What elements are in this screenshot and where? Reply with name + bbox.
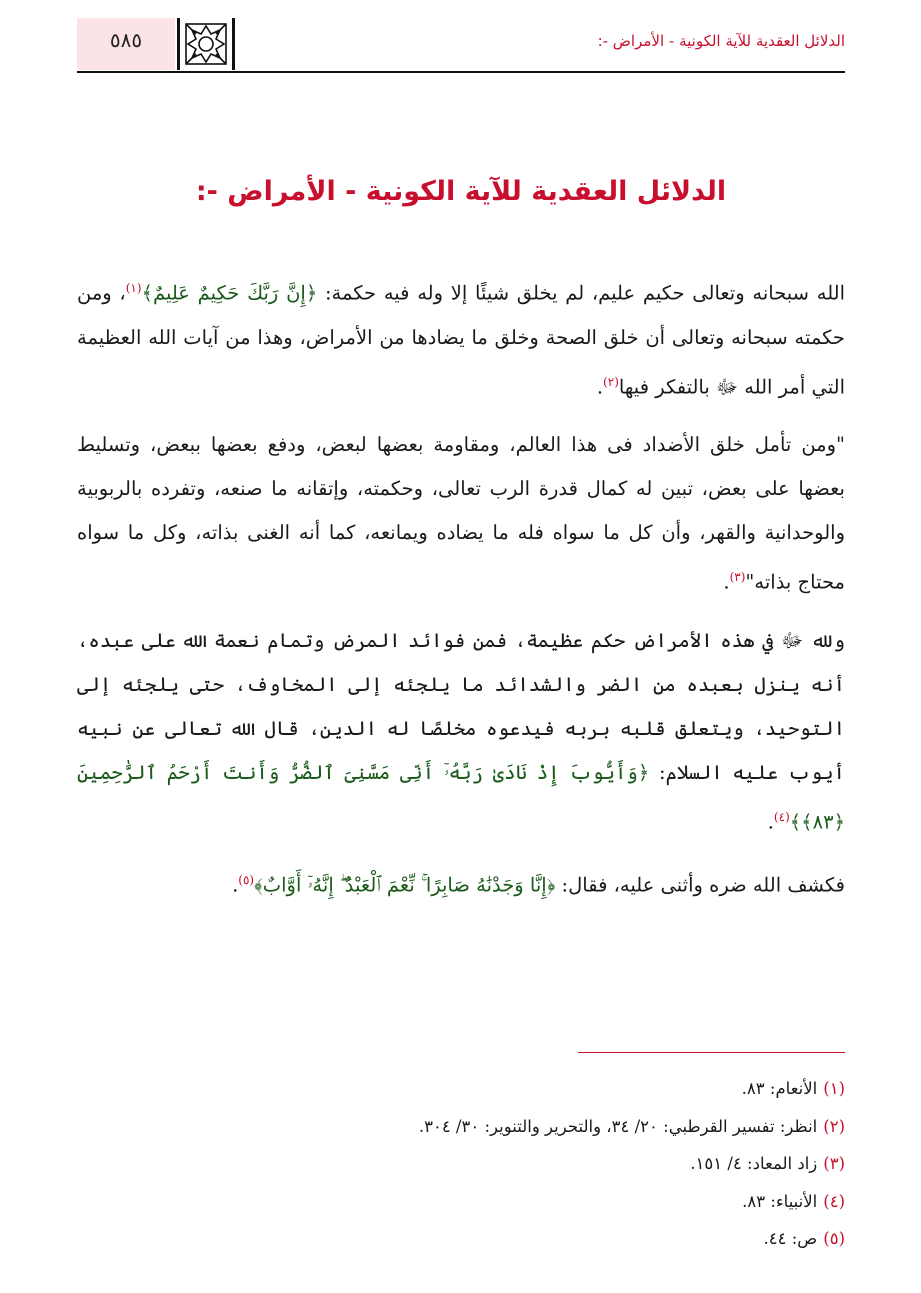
footnote-ref[interactable]: (٤): [773, 809, 790, 824]
paragraph-3: [77, 619, 845, 845]
geometric-star-ornament-icon: [177, 18, 235, 70]
footnote-ref[interactable]: (٥): [238, 873, 255, 887]
running-title: الدلائل العقدية للآية الكونية - الأمراض -:: [597, 32, 845, 50]
paragraph-end: .: [232, 873, 239, 897]
footnote-item: [77, 1070, 845, 1108]
footnote-number: (١): [823, 1079, 845, 1098]
footnote-text: زاد المعاد: ٤/ ١٥١.: [690, 1154, 818, 1173]
footnote-ref[interactable]: (١): [125, 281, 142, 295]
page-number-box: [77, 18, 175, 70]
footnote-number: (٣): [823, 1154, 845, 1173]
quran-verse: ﴿إِنَّ رَبَّكَ حَكِيمٌ عَلِيمٌ﴾: [141, 281, 318, 305]
quran-verse: ﴿إِنَّا وَجَدْنَٰهُ صَابِرًا ۚ نِّعْمَ ٱلْعَبْدُ ۖ إِنَّهُۥٓ أَوَّابٌ﴾: [254, 873, 556, 897]
header-rule: [77, 71, 845, 73]
paragraph-end: .: [723, 570, 730, 594]
quran-verse: ﴿وَأَيُّوبَ إِذْ نَادَىٰ رَبَّهُۥٓ أَنِّى مَسَّنِىَ ٱلضُّرُّ وَأَنتَ أَرْحَمُ ٱلرَّٰحِمِينَ ﴿٨٣﴾﴾: [77, 760, 845, 833]
footnote-text: ص: ٤٤.: [763, 1229, 818, 1248]
footnote-number: (٤): [823, 1191, 845, 1211]
footnote-number: (٢): [823, 1116, 845, 1136]
footnote-text: الأنعام: ٨٣.: [741, 1079, 818, 1098]
paragraph-end: .: [596, 375, 604, 398]
footnote-divider: [578, 1052, 845, 1053]
paragraph-end: .: [767, 810, 774, 833]
footnote-ref[interactable]: (٢): [603, 374, 619, 389]
footnote-item: [77, 1220, 845, 1258]
paragraph-1: [77, 266, 845, 409]
footnote-ref[interactable]: (٣): [729, 570, 746, 584]
footnote-item: [77, 1108, 845, 1146]
footnote-text: انظر: تفسير القرطبي: ٢٠/ ٣٤، والتحرير والتنوير: ٣٠/ ٣٠٤.: [418, 1116, 818, 1136]
footnote-number: (٥): [823, 1229, 845, 1248]
paragraph-text: "ومن تأمل خلق الأضداد فى هذا العالم، ومقاومة بعضها لبعض، ودفع بعضها ببعض، وتسليط بعضها على بعض، تبين له كمال قدرة الرب تعالى، وحكمته، وإتقانه ما صنعه، وتفرده بالربوبية والوحدانية والقهر، وأن كل ما سواه فله ما يضاده ويمانعه، كما أنه الغنى بذاته، وكل ما سواه محتاج بذاته": [77, 433, 845, 594]
footnotes: [77, 1070, 845, 1258]
footnote-text: الأنبياء: ٨٣.: [742, 1191, 818, 1211]
page-header: [77, 18, 845, 72]
footnote-item: [77, 1183, 845, 1221]
paragraph-text: الله سبحانه وتعالى حكيم عليم، لم يخلق شيئًا إلا وله فيه حكمة:: [317, 281, 846, 305]
paragraph-4: [77, 858, 845, 908]
paragraph-2: [77, 423, 845, 605]
paragraph-text: ، ومن حكمته سبحانه وتعالى أن خلق الصحة وخلق ما يضادها من الأمراض، وهذا من آيات الله العظيمة التي أمر الله ﷻ بالتفكر فيها: [77, 281, 845, 398]
page-number: ٥٨٥: [109, 28, 143, 52]
body-text: [77, 266, 845, 922]
footnote-item: [77, 1145, 845, 1183]
paragraph-text: ولله ﷻ في هذه الأمراض حكم عظيمة، فمن فوائد المرض وتمام نعمة الله على عبده، أنه ينزل بعبده من الضر والشدائد ما يلجئه إلى المخاوف، حتى يلجئه إلى التوحيد، ويتعلق قلبه بربه فيدعوه مخلصًا له الدين، قال الله تعالى عن نبيه أيوب عليه السلام:: [77, 628, 845, 784]
chapter-title: الدلائل العقدية للآية الكونية - الأمراض -:: [195, 176, 727, 207]
paragraph-text: فكشف الله ضره وأثنى عليه، فقال:: [555, 873, 845, 897]
